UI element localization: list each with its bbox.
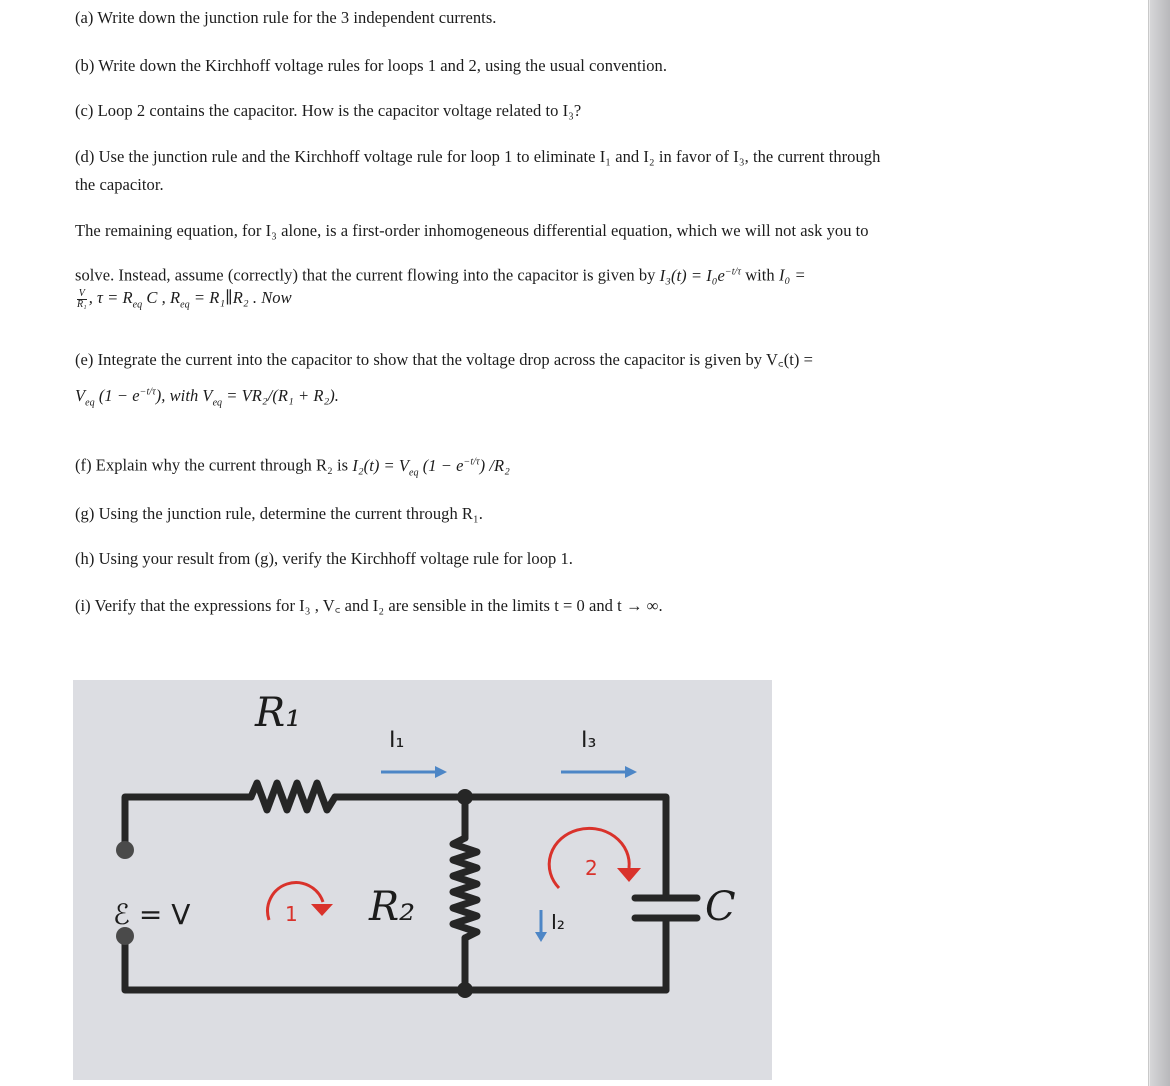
loop1-arrowhead — [311, 904, 333, 916]
page-edge — [1150, 0, 1170, 1086]
question-d-line1: (d) Use the junction rule and the Kirchhoff voltage rule for loop 1 to eliminate I₁ and I₂ in favor of I₃, the current through — [75, 147, 881, 166]
with-word: with — [745, 265, 775, 285]
emf-label: ℰ = V — [113, 898, 191, 931]
question-e-line1: (e) Integrate the current into the capacitor to show that the voltage drop across the capacitor is given by V꜀(t) = — [75, 350, 813, 369]
paragraph-line2-text: solve. Instead, assume (correctly) that the current flowing into the capacitor is given by — [75, 265, 656, 285]
question-d-line2: the capacitor. — [75, 175, 164, 194]
wire-bottom — [125, 938, 666, 990]
circuit-diagram — [73, 680, 772, 1080]
loop2-label: 2 — [585, 856, 598, 880]
question-f: (f) Explain why the current through R₂ is $I_2(t) = V_{eq}$ $(1 - e^{-t/\tau})$ /R₂ — [75, 455, 510, 478]
junction-top — [457, 789, 473, 805]
exp-term-e: ($1 - e^{-t/\tau}$ — [98, 385, 156, 405]
loop2-arrowhead — [617, 868, 641, 882]
junction-bottom — [457, 982, 473, 998]
v-over-r1-fraction: $\frac{V}{\text{R₁}}$ — [77, 287, 87, 310]
question-g: (g) Using the junction rule, determine the current through R₁. — [75, 504, 483, 523]
c-label: C — [705, 884, 736, 930]
paragraph-line1: The remaining equation, for I₃ alone, is a first-order inhomogeneous differential equation, which we will not ask you to — [75, 221, 869, 240]
wire-top-left — [125, 797, 251, 848]
loop1-label: 1 — [285, 902, 298, 926]
i1-label: I₁ — [389, 728, 405, 753]
i3-equation: $I_3(t) = I_0e^{-t/\tau}$ — [659, 265, 742, 285]
r1-label: R₁ — [255, 690, 302, 736]
question-i: (i) Verify that the expressions for I₃ , V꜀ and I₂ are sensible in the limits t = 0 and t → ∞. — [75, 596, 663, 615]
i2-label: I₂ — [551, 910, 565, 934]
i3-label: I₃ — [581, 728, 597, 753]
question-h: (h) Using your result from (g), verify the Kirchhoff voltage rule for loop 1. — [75, 549, 573, 568]
question-e-line2: $V_{eq}$ $(1 - e^{-t/\tau})$, with $V_{eq} = VR_2/(R_1 + R_2)$. — [75, 385, 339, 408]
resistor-r2 — [453, 838, 477, 938]
paragraph-line2 — [75, 262, 806, 286]
r2-label: R₂ — [369, 884, 416, 930]
resistor-r1 — [251, 783, 335, 810]
question-c: (c) Loop 2 contains the capacitor. How is the capacitor voltage related to I₃? — [75, 101, 582, 120]
circuit-figure — [73, 680, 772, 1080]
wire-top-right — [335, 797, 666, 898]
i0-equation: I₀ = — [778, 265, 806, 285]
paragraph-line3: $\frac{V}{\text{R₁}}$ , $\tau = R_{eq}$ C , $R_{eq}$ = R₁∥R₂ . Now — [77, 287, 292, 311]
question-b: (b) Write down the Kirchhoff voltage rules for loops 1 and 2, using the usual convention. — [75, 56, 668, 75]
question-a: (a) Write down the junction rule for the 3 independent currents. — [75, 8, 497, 27]
terminal-top — [116, 841, 134, 859]
